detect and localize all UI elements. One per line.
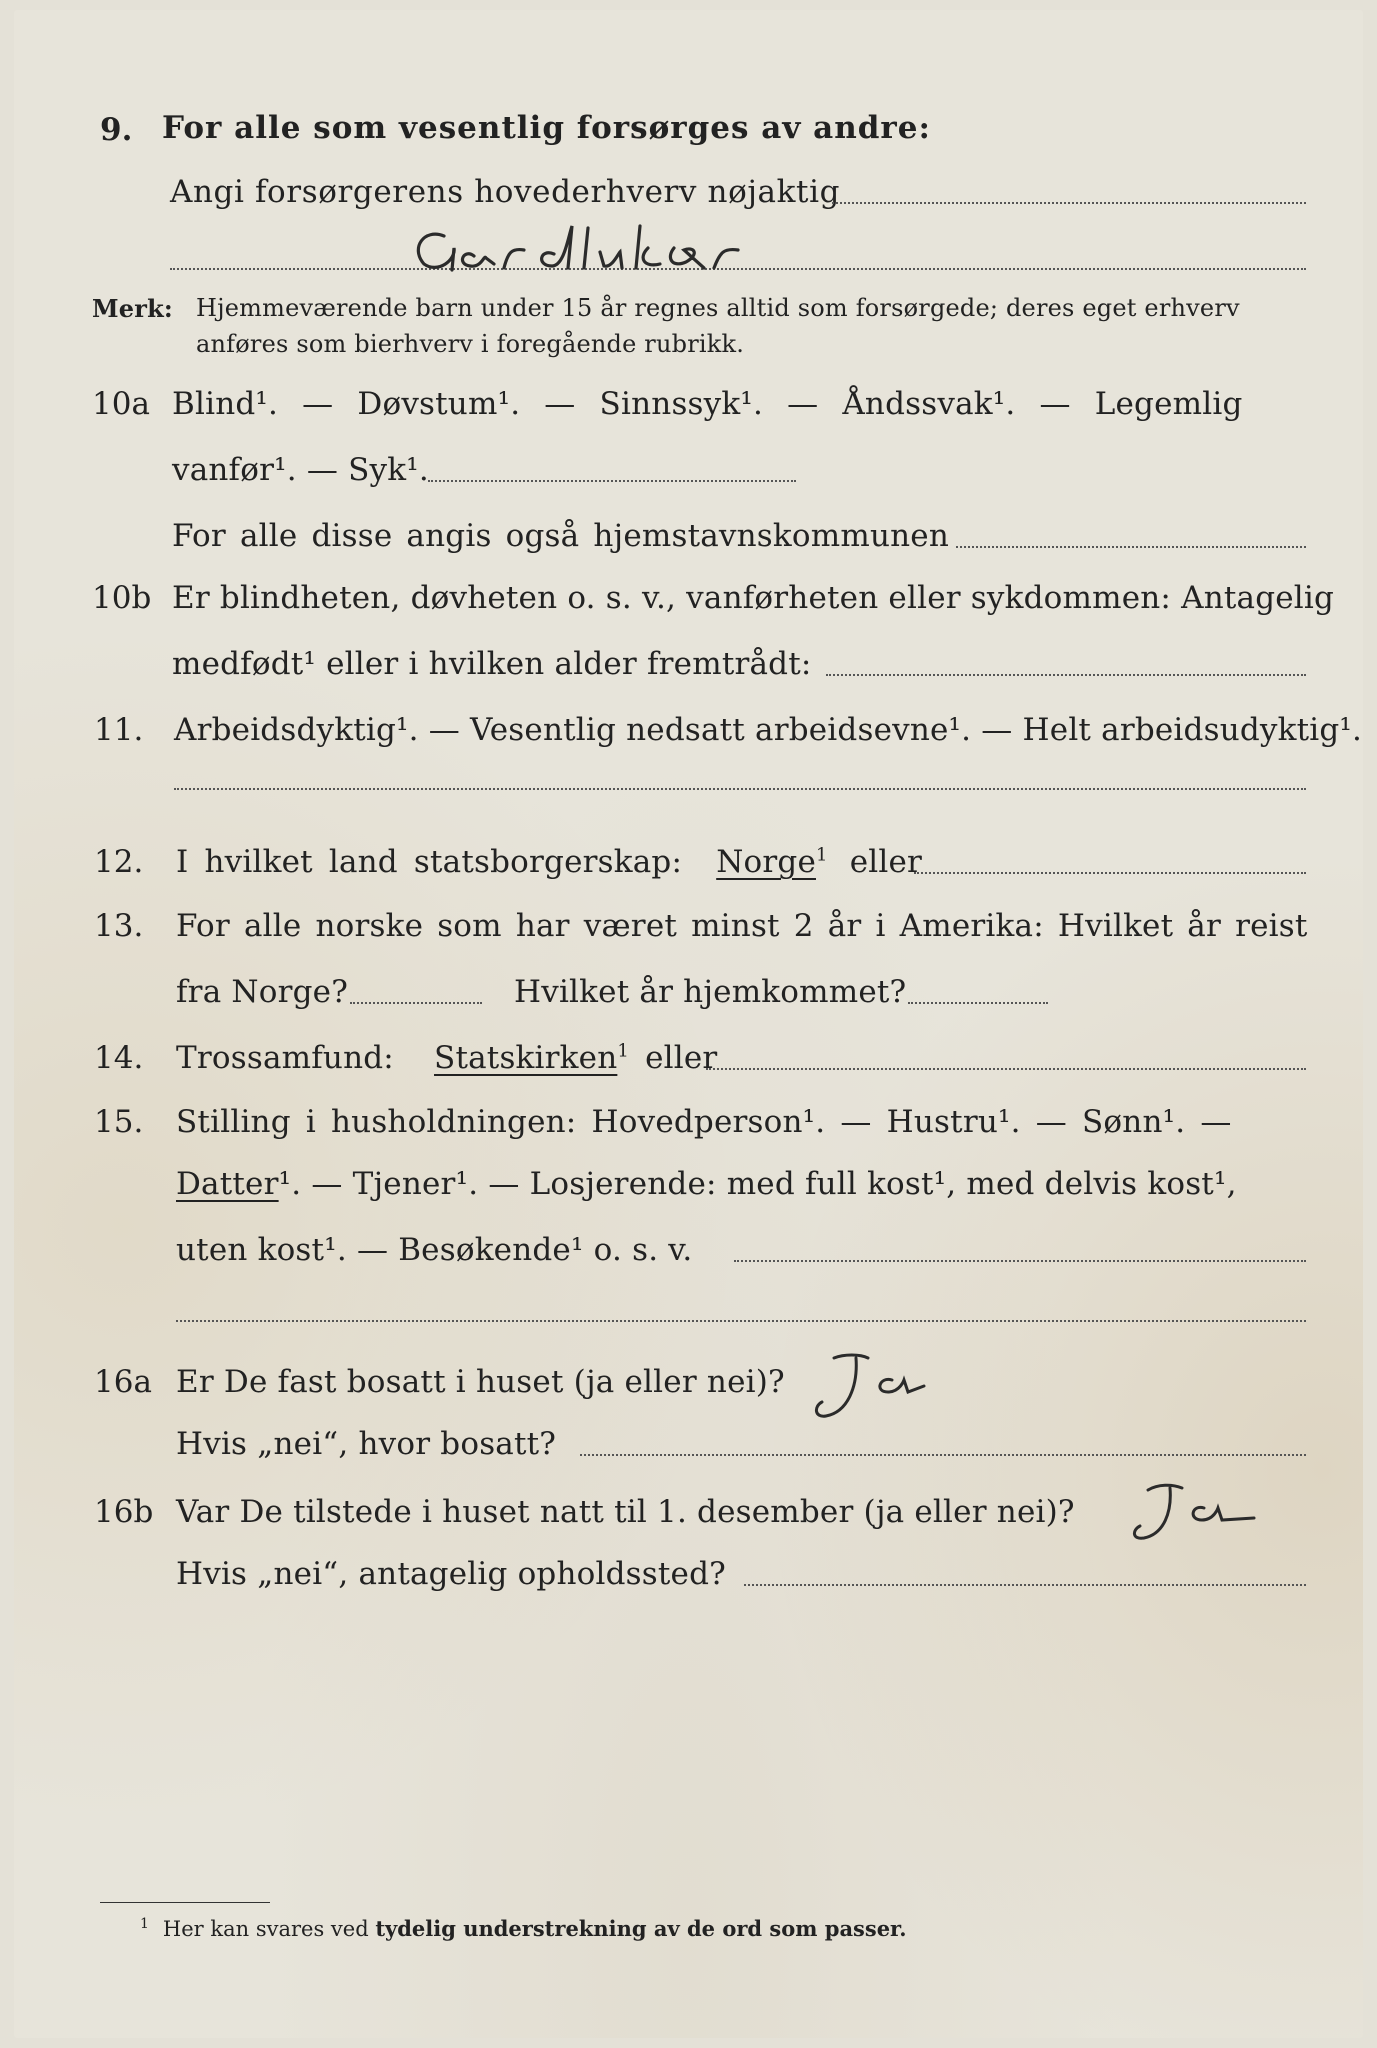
q14-footnote-mark: 1 <box>617 1040 630 1062</box>
q10a-line3: For alle disse angis også hjemstavnskommunen <box>172 518 949 554</box>
form-sheet <box>14 10 1363 2038</box>
q12-prefix: I hvilket land statsborgerskap: <box>176 844 683 880</box>
q14-line <box>176 1040 717 1076</box>
q13-line1: For alle norske som har været minst 2 år i Amerika: Hvilket år reist <box>176 908 1308 944</box>
q11-answer-line <box>174 788 1306 790</box>
q10a-hjemstavn-line <box>956 546 1306 548</box>
q13-line2b: Hvilket år hjemkommet? <box>514 974 907 1010</box>
q15-line2: ¹. — Tjener¹. — Losjerende: med full kost¹, med delvis kost¹, <box>278 1166 1237 1202</box>
q10a-syk-line <box>428 480 796 482</box>
q14-number: 14. <box>94 1040 144 1076</box>
q16a-handwritten-ja <box>804 1346 964 1431</box>
q13-reist-line <box>350 1002 482 1004</box>
merk-line1: Hjemmeværende barn under 15 år regnes alltid som forsørgede; deres eget erhverv <box>196 294 1240 322</box>
merk-label: Merk: <box>92 294 173 323</box>
q12-line <box>176 844 922 880</box>
q16a-line2: Hvis „nei“, hvor bosatt? <box>176 1426 557 1462</box>
q12-number: 12. <box>94 844 144 880</box>
footnote-text-plain: Her kan svares ved <box>162 1917 376 1941</box>
footnote-text-bold: tydelig understrekning av de ord som passer. <box>375 1916 907 1941</box>
q10a-number: 10a <box>92 386 150 422</box>
q10b-line2: medfødt¹ eller i hvilken alder fremtrådt: <box>172 646 812 682</box>
q16b-handwritten-ja <box>1124 1476 1284 1561</box>
q9-title: For alle som vesentlig forsørges av andre: <box>162 110 931 146</box>
q16b-line2: Hvis „nei“, antagelig opholdssted? <box>176 1556 726 1592</box>
q16b-line1: Var De tilstede i huset natt til 1. desember (ja eller nei)? <box>176 1494 1075 1530</box>
q9-dotted-line <box>832 202 1306 204</box>
q15-line1: Stilling i husholdningen: Hovedperson¹. — Hustru¹. — Sønn¹. — <box>176 1104 1232 1140</box>
q14-underlined-statskirken: Statskirken <box>434 1040 618 1076</box>
q9-prompt: Angi forsørgerens hovederhverv nøjaktig <box>170 174 841 210</box>
q10b-alder-line <box>826 674 1306 676</box>
q13-number: 13. <box>94 908 144 944</box>
q11-line1: Arbeidsdyktig¹. — Vesentlig nedsatt arbeidsevne¹. — Helt arbeidsudyktig¹. <box>174 712 1363 748</box>
q15-answer-line <box>176 1320 1306 1322</box>
q15-line2-wrap <box>176 1166 1237 1202</box>
q16a-line1: Er De fast bosatt i huset (ja eller nei)? <box>176 1364 785 1400</box>
q15-osv-line <box>734 1260 1306 1262</box>
merk-line2: anføres som bierhverv i foregående rubrikk. <box>196 330 745 358</box>
q15-line3: uten kost¹. — Besøkende¹ o. s. v. <box>176 1232 693 1268</box>
q14-trossamfund-line <box>706 1068 1306 1070</box>
q12-land-line <box>914 872 1306 874</box>
q16a-bosatt-line <box>580 1454 1306 1456</box>
q15-number: 15. <box>94 1104 144 1140</box>
q11-number: 11. <box>94 712 144 748</box>
q13-hjemkommet-line <box>908 1002 1048 1004</box>
q12-footnote-mark: 1 <box>816 844 828 866</box>
q14-prefix: Trossamfund: <box>176 1040 394 1076</box>
q13-line2a: fra Norge? <box>176 974 349 1010</box>
q15-underlined-datter: Datter <box>176 1166 279 1202</box>
footnote-rule <box>100 1902 270 1903</box>
q9-number: 9. <box>100 112 133 148</box>
q16b-opholdssted-line <box>744 1584 1306 1586</box>
q10b-line1: Er blindheten, døvheten o. s. v., vanførheten eller sykdommen: Antagelig <box>172 580 1335 616</box>
q10a-line2: vanfør¹. — Syk¹. <box>172 452 429 488</box>
q16a-number: 16a <box>94 1364 152 1400</box>
footnote <box>140 1916 907 1941</box>
q10b-number: 10b <box>92 580 152 616</box>
q16b-number: 16b <box>94 1494 154 1530</box>
q10a-line1: Blind¹. — Døvstum¹. — Sinnssyk¹. — Åndssvak¹. — Legemlig <box>172 386 1243 422</box>
footnote-marker: 1 <box>140 1916 149 1932</box>
q9-handwritten-answer <box>404 218 924 283</box>
q12-suffix: eller <box>849 844 923 880</box>
q14-suffix: eller <box>645 1040 718 1076</box>
q12-underlined-norge: Norge <box>716 844 816 880</box>
